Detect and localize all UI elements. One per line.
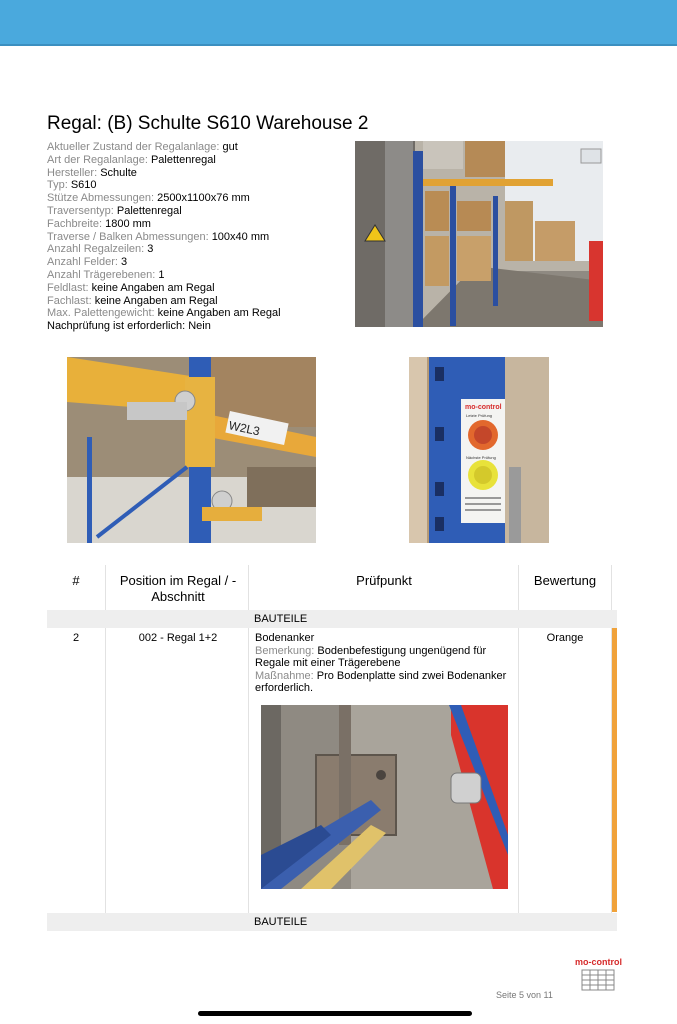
row-position: 002 - Regal 1+2 bbox=[138, 632, 218, 644]
detail-row: Hersteller: Schulte bbox=[47, 166, 137, 179]
logo-text: mo-control bbox=[575, 957, 622, 967]
home-indicator[interactable] bbox=[198, 1011, 472, 1016]
beam-label-text: W2L3 bbox=[227, 418, 262, 439]
page-title: Regal: (B) Schulte S610 Warehouse 2 bbox=[47, 113, 369, 134]
col-header-position: Position im Regal / -Abschnitt bbox=[119, 573, 237, 604]
rack-details bbox=[47, 141, 347, 333]
detail-row: Feldlast: keine Angaben am Regal bbox=[47, 281, 215, 294]
row-number: 2 bbox=[72, 632, 80, 644]
detail-row: Traversentyp: Palettenregal bbox=[47, 204, 182, 217]
col-header-rating: Bewertung bbox=[533, 573, 597, 588]
sticker-brand-text: mo-control bbox=[465, 404, 502, 411]
inspection-sticker-photo bbox=[409, 357, 549, 543]
floor-anchor-photo bbox=[261, 705, 508, 889]
detail-row: Anzahl Felder: 3 bbox=[47, 256, 128, 269]
section-label: BAUTEILE bbox=[254, 916, 308, 928]
company-logo bbox=[573, 956, 625, 992]
detail-row: Anzahl Trägerebenen: 1 bbox=[47, 268, 165, 281]
detail-row: Fachlast: keine Angaben am Regal bbox=[47, 294, 218, 307]
rating-color-bar bbox=[612, 628, 617, 912]
checkpoint-remark: Bemerkung: Bodenbefestigung ungenügend für Regale mit einer Trägerebene bbox=[255, 644, 487, 669]
col-header-checkpoint: Prüfpunkt bbox=[356, 573, 412, 588]
section-row bbox=[47, 913, 617, 931]
detail-row: Stütze Abmessungen: 2500x1100x76 mm bbox=[47, 192, 250, 205]
beam-connector-photo bbox=[67, 357, 316, 543]
top-status-bar bbox=[0, 0, 677, 46]
page-number: Seite 5 von 11 bbox=[496, 990, 553, 1000]
detail-row: Typ: S610 bbox=[47, 179, 97, 192]
detail-row: Anzahl Regalzeilen: 3 bbox=[47, 243, 154, 256]
detail-row: Aktueller Zustand der Regalanlage: gut bbox=[47, 141, 238, 153]
checkpoint-title: Bodenanker bbox=[255, 632, 315, 644]
section-row bbox=[47, 610, 617, 628]
col-header-number: # bbox=[72, 573, 80, 588]
detail-row: Traverse / Balken Abmessungen: 100x40 mm bbox=[47, 230, 270, 243]
detail-row: Fachbreite: 1800 mm bbox=[47, 217, 151, 230]
detail-row: Nachprüfung ist erforderlich: Nein bbox=[47, 320, 211, 333]
sticker-line-1: Letzte Prüfung bbox=[466, 413, 493, 418]
detail-row: Max. Palettengewicht: keine Angaben am Regal bbox=[47, 307, 281, 320]
detail-row: Art der Regalanlage: Palettenregal bbox=[47, 153, 216, 166]
section-label: BAUTEILE bbox=[254, 613, 308, 625]
checkpoint-measure: Maßnahme: Pro Bodenplatte sind zwei Bodenanker erforderlich. bbox=[255, 669, 507, 694]
sticker-line-2: Nächste Prüfung bbox=[466, 455, 496, 460]
row-rating: Orange bbox=[546, 632, 584, 644]
row-checkpoint bbox=[255, 632, 510, 695]
warehouse-photo bbox=[355, 141, 603, 327]
